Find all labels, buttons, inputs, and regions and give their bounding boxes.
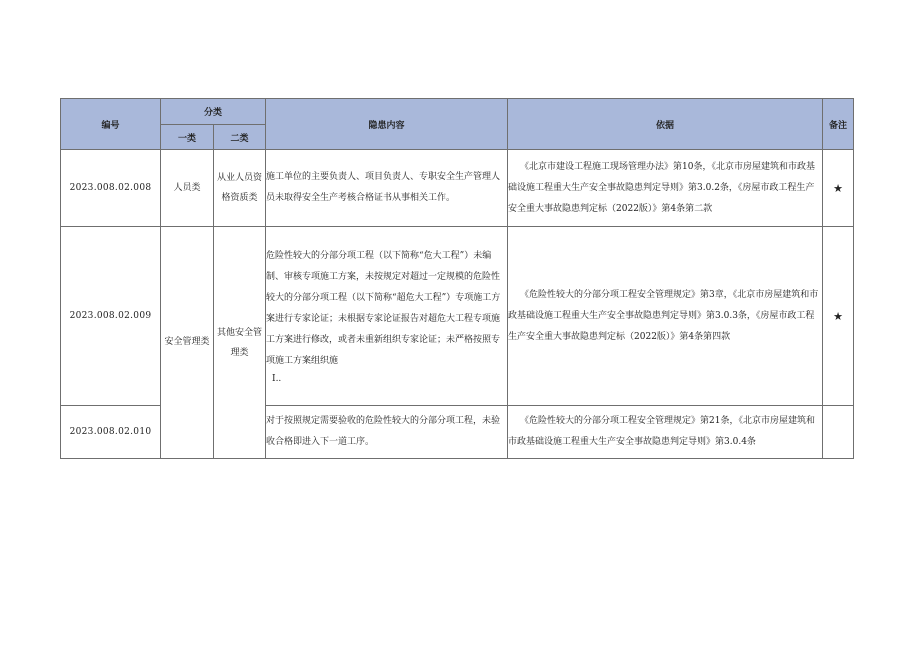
row-category-level2: 从业人员资格资质类 xyxy=(214,150,266,227)
row-code: 2023.008.02.008 xyxy=(61,150,161,227)
row-basis: 《北京市建设工程施工现场管理办法》第10条，《北京市房屋建筑和市政基础设施工程重大生产安全事故隐患判定导则》第3.0.2条，《房屋市政工程生产安全重大事故隐患判定标（2022版）》第4条第二款 xyxy=(508,150,823,227)
table-row xyxy=(61,150,854,227)
header-note: 备注 xyxy=(823,99,854,150)
row-basis: 《危险性较大的分部分项工程安全管理规定》第21条，《北京市房屋建筑和市政基础设施工程重大生产安全事故隐患判定导则》第3.0.4条 xyxy=(508,406,823,459)
row-hazard-content: 施工单位的主要负责人、项目负责人、专职安全生产管理人员未取得安全生产考核合格证书从事相关工作。 xyxy=(266,150,508,227)
table-row xyxy=(61,227,854,406)
header-category-level1: 一类 xyxy=(161,125,214,150)
row-hazard-content xyxy=(266,227,508,406)
row-note-star: ★ xyxy=(823,150,854,227)
row-category-level1: 人员类 xyxy=(161,150,214,227)
row-hazard-content-text: 危险性较大的分部分项工程（以下简称“危大工程”）未编制、审核专项施工方案，未按规定对超过一定规模的危险性较大的分部分项工程（以下简称“超危大工程”）专项施工方案进行专家论证；未根据专家论证报告对超危大工程专项施工方案进行修改，或者未重新组织专家论证；未严格按照专项施工方案组织施 xyxy=(266,251,501,366)
row-note-star: ★ xyxy=(823,227,854,406)
header-category-level2: 二类 xyxy=(214,125,266,150)
row-hazard-content-stub: I.. xyxy=(272,374,282,384)
row-code: 2023.008.02.009 xyxy=(61,227,161,406)
header-basis: 依据 xyxy=(508,99,823,150)
header-code: 编号 xyxy=(61,99,161,150)
header-category: 分类 xyxy=(161,99,266,125)
row-note xyxy=(823,406,854,459)
hazard-table xyxy=(60,98,854,459)
header-content: 隐患内容 xyxy=(266,99,508,150)
row-category-level2: 其他安全管理类 xyxy=(214,227,266,459)
row-basis: 《危险性较大的分部分项工程安全管理规定》第3章，《北京市房屋建筑和市政基础设施工程重大生产安全事故隐患判定导则》第3.0.3条，《房屋市政工程生产安全重大事故隐患判定标（2022版）》第4条第四款 xyxy=(508,227,823,406)
row-code: 2023.008.02.010 xyxy=(61,406,161,459)
row-hazard-content: 对于按照规定需要验收的危险性较大的分部分项工程，未验收合格即进入下一道工序。 xyxy=(266,406,508,459)
row-category-level1: 安全管理类 xyxy=(161,227,214,459)
